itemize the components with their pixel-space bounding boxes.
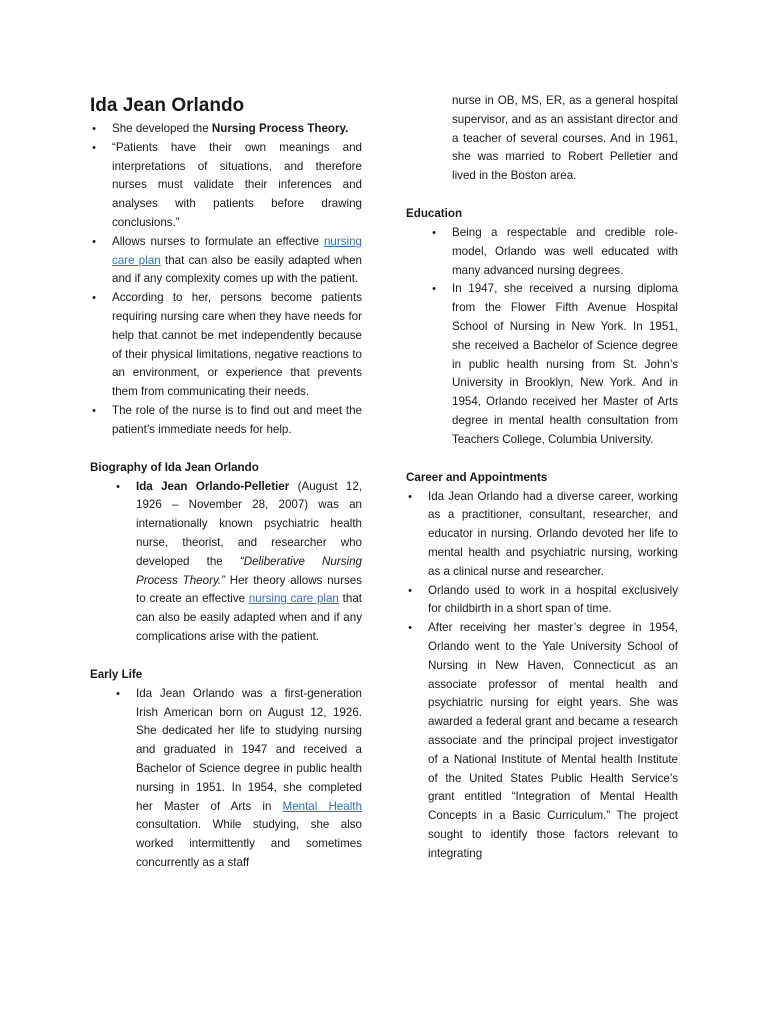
bullet-icon: • <box>92 123 96 135</box>
list-item: • “Patients have their own meanings and interpretations of situations, and therefore nurses must validate their inferences and analyses with patients before drawing conclusions.” <box>90 139 362 233</box>
list-item: • Ida Jean Orlando had a diverse career, working as a practitioner, consultant, researcher, and educator in nursing. Orlando devoted her life to mental health and psychiatric nursing, working as a clinical nurse and researcher. <box>406 488 678 582</box>
list-item: • According to her, persons become patients requiring nursing care when they have needs for help that cannot be met independently because of their physical limitations, negative reactions to an environment, or experience that prevents them from communicating their needs. <box>90 289 362 402</box>
career-heading: Career and Appointments <box>406 470 548 484</box>
list-item: • Orlando used to work in a hospital exclusively for childbirth in a short span of time. <box>406 582 678 620</box>
list-item: • After receiving her master’s degree in 1954, Orlando went to the Yale University School of Nursing in New Haven, Connecticut as an associate professor of mental health and psychiatric nursing for eight years. She was awarded a federal grant and became a research associate and the principal project investigator of a National Institute of Mental health Institute of the United States Public Health Service’s grant entitled “Integration of Mental Health Concepts in a Basic Curriculum.” The project sought to identify those factors relevant to integrating <box>406 619 678 863</box>
early-life-continuation: nurse in OB, MS, ER, as a general hospital supervisor, and as an assistant director and a teacher of several courses. And in 1961, she was married to Robert Pelletier and lived in the Boston area. <box>452 94 678 183</box>
right-column <box>406 92 678 863</box>
career-list <box>406 488 678 864</box>
list-item: • Allows nurses to formulate an effective nursing care plan that can also be easily adapted when and if any complexity comes up with the patient. <box>90 233 362 289</box>
bullet-icon: • <box>92 404 96 417</box>
bullet-icon: • <box>116 480 120 493</box>
bullet-icon: • <box>92 235 96 248</box>
bullet-icon: • <box>92 141 96 154</box>
list-item: • Being a respectable and credible role-model, Orlando was well educated with many advanced nursing degrees. <box>430 224 678 280</box>
early-life-list <box>90 685 362 873</box>
page-title: Ida Jean Orlando <box>90 95 245 116</box>
list-item: • In 1947, she received a nursing diploma from the Flower Fifth Avenue Hospital School of Nursing in New York. In 1951, she received a Bachelor of Science degree in public health nursing from St. John’s University in Brooklyn, New York. And in 1954, Orlando received her Master of Arts degree in mental health consultation from Teachers College, Columbia University. <box>430 280 678 449</box>
list-item: • Ida Jean Orlando was a first-generation Irish American born on August 12, 1926. She dedicated her life to studying nursing and graduated in 1947 and received a Bachelor of Science degree in public health nursing in 1951. In 1954, she completed her Master of Arts in Mental Health consultation. While studying, she also worked intermittently and sometimes concurrently as a staff <box>90 685 362 873</box>
biography-list <box>90 478 362 647</box>
bullet-icon: • <box>408 584 412 597</box>
bullet-icon: • <box>92 292 96 305</box>
list-item: • The role of the nurse is to find out and meet the patient’s immediate needs for help. <box>90 402 362 440</box>
early-life-heading: Early Life <box>90 667 143 681</box>
intro-list <box>90 120 362 440</box>
bullet-icon: • <box>432 226 436 239</box>
list-item: • Ida Jean Orlando-Pelletier (August 12, 1926 – November 28, 2007) was an internationally known psychiatric health nurse, theorist, and researcher who developed the “Deliberative Nursing Process Theory.” Her theory allows nurses to create an effective nursing care plan that can also be easily adapted when and if any complications arise with the patient. <box>90 478 362 647</box>
nursing-care-plan-link[interactable]: nursing care plan <box>112 234 362 267</box>
bullet-icon: • <box>408 490 412 503</box>
education-heading: Education <box>406 206 463 220</box>
left-column <box>90 120 362 873</box>
nursing-care-plan-link[interactable]: nursing care plan <box>248 592 339 606</box>
education-list <box>406 224 678 450</box>
bullet-icon: • <box>432 283 436 296</box>
mental-health-link[interactable]: Mental Health <box>282 799 362 813</box>
bullet-icon: • <box>408 622 412 635</box>
biography-heading: Biography of Ida Jean Orlando <box>90 460 259 474</box>
bullet-icon: • <box>116 687 120 700</box>
list-item: • She developed the Nursing Process Theory. <box>90 120 362 139</box>
